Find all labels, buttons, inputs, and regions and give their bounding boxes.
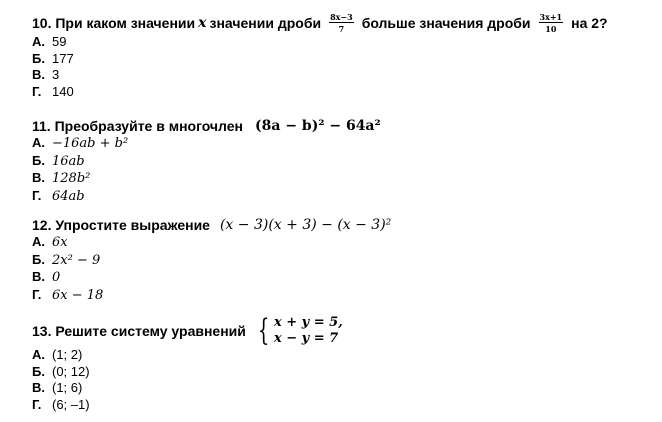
option-text: 0 bbox=[52, 270, 61, 285]
q12-expression: (x − 3)(x + 3) − (x − 3)² bbox=[219, 217, 392, 233]
question-12-title bbox=[32, 216, 391, 234]
option-letter: Б. bbox=[32, 50, 45, 66]
option[interactable] bbox=[32, 397, 343, 414]
option[interactable] bbox=[32, 188, 381, 206]
q10-variable: x bbox=[198, 15, 207, 31]
q11-expression: (8a − b)² − 64a² bbox=[255, 118, 381, 134]
option-letter: В. bbox=[32, 67, 45, 82]
option-letter: А. bbox=[32, 234, 45, 249]
option[interactable] bbox=[32, 234, 391, 252]
option-text: (1; 6) bbox=[52, 380, 83, 395]
option[interactable] bbox=[32, 170, 381, 188]
question-13 bbox=[32, 315, 343, 413]
option[interactable] bbox=[32, 84, 608, 101]
option-text: 16ab bbox=[52, 153, 85, 169]
option-text: 140 bbox=[52, 83, 74, 99]
option-text: 6x bbox=[52, 235, 68, 250]
option-letter: Г. bbox=[32, 187, 42, 203]
brace-icon: { bbox=[257, 313, 270, 348]
option-letter: В. bbox=[32, 269, 45, 284]
option-letter: Г. bbox=[32, 286, 42, 302]
question-11-title bbox=[32, 117, 381, 135]
q10-title-part: значении дроби bbox=[209, 15, 322, 31]
option-text: 64ab bbox=[52, 188, 85, 204]
option[interactable] bbox=[32, 67, 608, 84]
option-text: 128b² bbox=[52, 171, 91, 186]
q11-title-text: 11. Преобразуйте в многочлен bbox=[32, 118, 244, 134]
option-text: 2x² − 9 bbox=[52, 252, 101, 268]
option-letter: А. bbox=[32, 135, 45, 150]
option-letter: В. bbox=[32, 170, 45, 185]
equation-list bbox=[274, 315, 343, 347]
option-text: 3 bbox=[52, 67, 60, 82]
option-letter: Б. bbox=[32, 363, 45, 379]
option[interactable] bbox=[32, 287, 391, 305]
fraction-denominator: 10 bbox=[545, 24, 557, 34]
option-text: (1; 2) bbox=[52, 347, 83, 362]
option-text: 59 bbox=[52, 34, 67, 49]
fraction-denominator: 7 bbox=[338, 24, 345, 34]
option-letter: А. bbox=[32, 347, 45, 362]
option-letter: Г. bbox=[32, 83, 42, 99]
option-text: (0; 12) bbox=[52, 363, 90, 379]
fraction-numerator: 3x+1 bbox=[539, 12, 563, 22]
option[interactable] bbox=[32, 364, 343, 381]
option[interactable] bbox=[32, 269, 391, 287]
q10-fraction-1 bbox=[329, 12, 354, 34]
option[interactable] bbox=[32, 380, 343, 397]
option[interactable] bbox=[32, 34, 608, 51]
question-12 bbox=[32, 216, 391, 304]
option-letter: Б. bbox=[32, 152, 45, 168]
option-text: (6; –1) bbox=[52, 396, 90, 412]
question-10 bbox=[32, 12, 608, 100]
option-text: −16ab + b² bbox=[52, 136, 129, 151]
q10-fraction-2 bbox=[539, 12, 564, 34]
option-text: 6x − 18 bbox=[52, 287, 104, 303]
option-letter: Г. bbox=[32, 396, 42, 412]
q10-title-part: 10. При каком значении bbox=[32, 15, 196, 31]
equation-system bbox=[254, 315, 343, 347]
q12-title-text: 12. Упростите выражение bbox=[32, 217, 210, 233]
option-letter: А. bbox=[32, 34, 45, 49]
question-13-title bbox=[32, 315, 343, 347]
option-text: 177 bbox=[52, 50, 74, 66]
option-letter: В. bbox=[32, 380, 45, 395]
option[interactable] bbox=[32, 347, 343, 364]
option[interactable] bbox=[32, 135, 381, 153]
q10-title-part: больше значения дроби bbox=[361, 15, 531, 31]
option[interactable] bbox=[32, 153, 381, 171]
option-letter: Б. bbox=[32, 251, 45, 267]
question-10-title bbox=[32, 12, 608, 34]
equation-2: x − y = 7 bbox=[273, 331, 339, 346]
equation-1: x + y = 5, bbox=[273, 315, 343, 330]
q13-title-text: 13. Решите систему уравнений bbox=[32, 323, 246, 339]
option[interactable] bbox=[32, 51, 608, 68]
q10-title-part: на 2? bbox=[571, 15, 608, 31]
fraction-numerator: 8x−3 bbox=[330, 12, 353, 22]
option[interactable] bbox=[32, 252, 391, 270]
question-11 bbox=[32, 117, 381, 205]
